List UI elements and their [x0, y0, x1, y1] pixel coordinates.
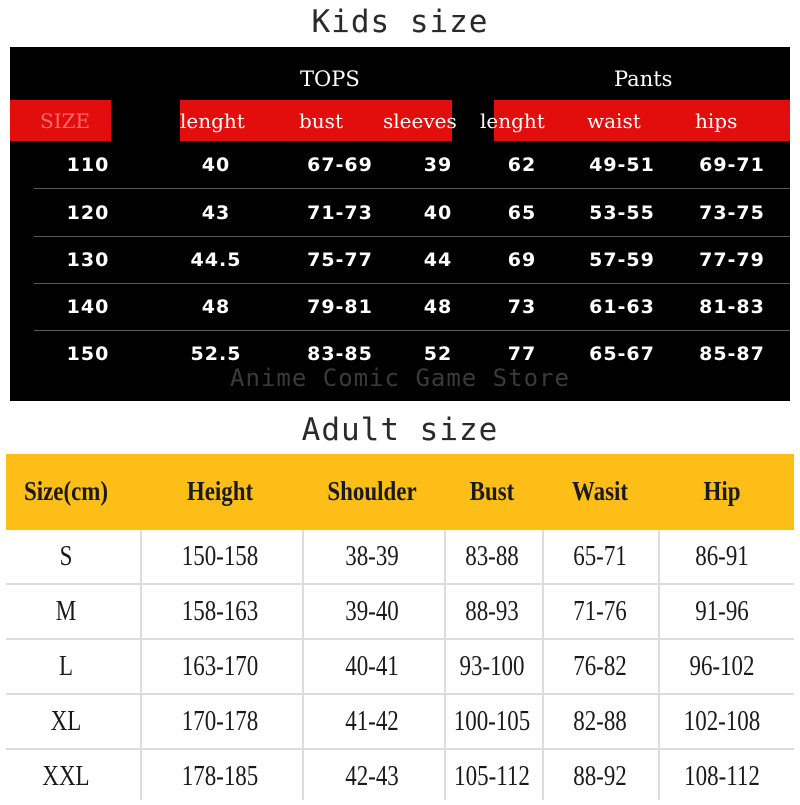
- kids-cell: 48: [423, 296, 453, 318]
- kids-cell: 67-69: [307, 154, 373, 176]
- adult-cell: 38-39: [345, 541, 399, 572]
- kids-cell: 69-71: [699, 154, 765, 176]
- kids-cell: 150: [66, 343, 110, 365]
- adult-cell: 65-71: [573, 541, 627, 572]
- adult-cell: M: [55, 596, 77, 627]
- adult-table-row: [6, 530, 794, 585]
- col-header-bust: bust: [299, 109, 343, 133]
- row-divider: [34, 188, 790, 189]
- adult-cell: 41-42: [345, 706, 399, 737]
- adult-cell: 40-41: [345, 651, 399, 682]
- adult-cell: 93-100: [459, 651, 525, 682]
- adult-cell: 178-185: [181, 761, 259, 792]
- adult-table-row: [6, 585, 794, 640]
- adult-cell: 102-108: [683, 706, 761, 737]
- kids-cell: 53-55: [589, 202, 655, 224]
- kids-cell: 40: [201, 154, 231, 176]
- adult-cell: 88-93: [465, 596, 519, 627]
- kids-cell: 49-51: [589, 154, 655, 176]
- adult-col-header: Height: [186, 476, 254, 506]
- kids-cell: 73: [507, 296, 537, 318]
- kids-cell: 40: [423, 202, 453, 224]
- store-watermark: Anime Comic Game Store: [230, 364, 570, 392]
- kids-cell: 39: [423, 154, 453, 176]
- adult-cell: 105-112: [454, 761, 530, 792]
- adult-col-divider: [140, 530, 142, 800]
- adult-col-divider: [302, 530, 304, 800]
- adult-cell: XXL: [42, 761, 90, 792]
- adult-cell: 86-91: [695, 541, 749, 572]
- kids-cell: 57-59: [589, 249, 655, 271]
- kids-cell: 110: [66, 154, 110, 176]
- adult-cell: L: [58, 651, 74, 682]
- adult-cell: 158-163: [181, 596, 259, 627]
- kids-cell: 43: [201, 202, 231, 224]
- kids-cell: 73-75: [699, 202, 765, 224]
- kids-cell: 44.5: [190, 249, 242, 271]
- adult-cell: 39-40: [345, 596, 399, 627]
- adult-cell: 91-96: [695, 596, 749, 627]
- kids-cell: 65-67: [589, 343, 655, 365]
- kids-cell: 81-83: [699, 296, 765, 318]
- adult-table-row: [6, 750, 794, 805]
- adult-col-header: Wasit: [571, 476, 629, 506]
- kids-cell: 61-63: [589, 296, 655, 318]
- adult-cell: 170-178: [181, 706, 259, 737]
- col-header-pant-length: lenght: [480, 109, 545, 133]
- col-header-sleeves: sleeves: [383, 109, 457, 133]
- pants-group-label: Pants: [614, 67, 673, 91]
- adult-cell: 82-88: [573, 706, 627, 737]
- adult-table-row: [6, 695, 794, 750]
- adult-table-row: [6, 640, 794, 695]
- adult-cell: 42-43: [345, 761, 399, 792]
- kids-cell: 130: [66, 249, 110, 271]
- adult-cell: 88-92: [573, 761, 627, 792]
- kids-cell: 120: [66, 202, 110, 224]
- kids-cell: 52: [423, 343, 453, 365]
- adult-cell: 96-102: [689, 651, 755, 682]
- kids-cell: 48: [201, 296, 231, 318]
- adult-col-divider: [658, 530, 660, 800]
- kids-cell: 71-73: [307, 202, 373, 224]
- adult-col-header: Size(cm): [23, 476, 109, 506]
- kids-table-row: [34, 237, 790, 283]
- adult-col-header: Bust: [469, 476, 515, 506]
- adult-size-title: Adult size: [301, 412, 499, 448]
- kids-cell: 44: [423, 249, 453, 271]
- kids-cell: 140: [66, 296, 110, 318]
- adult-cell: 108-112: [684, 761, 760, 792]
- adult-cell: 150-158: [181, 541, 259, 572]
- kids-size-table: [10, 47, 790, 401]
- adult-col-header: Hip: [703, 476, 741, 506]
- adult-cell: XL: [50, 706, 82, 737]
- kids-table-row: [34, 190, 790, 236]
- col-header-waist: waist: [587, 109, 641, 133]
- adult-col-header: Shoulder: [327, 476, 417, 506]
- adult-col-divider: [542, 530, 544, 800]
- kids-cell: 52.5: [190, 343, 242, 365]
- kids-cell: 69: [507, 249, 537, 271]
- kids-table-row: [34, 142, 790, 188]
- adult-cell: 163-170: [181, 651, 259, 682]
- kids-table-row: [34, 284, 790, 330]
- kids-cell: 75-77: [307, 249, 373, 271]
- kids-cell: 65: [507, 202, 537, 224]
- kids-cell: 85-87: [699, 343, 765, 365]
- adult-cell: 100-105: [453, 706, 531, 737]
- kids-cell: 62: [507, 154, 537, 176]
- kids-size-title: Kids size: [311, 4, 489, 40]
- adult-cell: 83-88: [465, 541, 519, 572]
- kids-cell: 79-81: [307, 296, 373, 318]
- adult-cell: 71-76: [573, 596, 627, 627]
- adult-col-divider: [444, 530, 446, 800]
- kids-cell: 83-85: [307, 343, 373, 365]
- adult-cell: S: [59, 541, 73, 572]
- tops-group-label: TOPS: [300, 67, 360, 91]
- kids-cell: 77: [507, 343, 537, 365]
- kids-cell: 77-79: [699, 249, 765, 271]
- col-header-hips: hips: [695, 109, 738, 133]
- col-header-size: SIZE: [40, 109, 91, 133]
- col-header-top-length: lenght: [180, 109, 245, 133]
- adult-cell: 76-82: [573, 651, 627, 682]
- adult-size-table: [6, 454, 794, 800]
